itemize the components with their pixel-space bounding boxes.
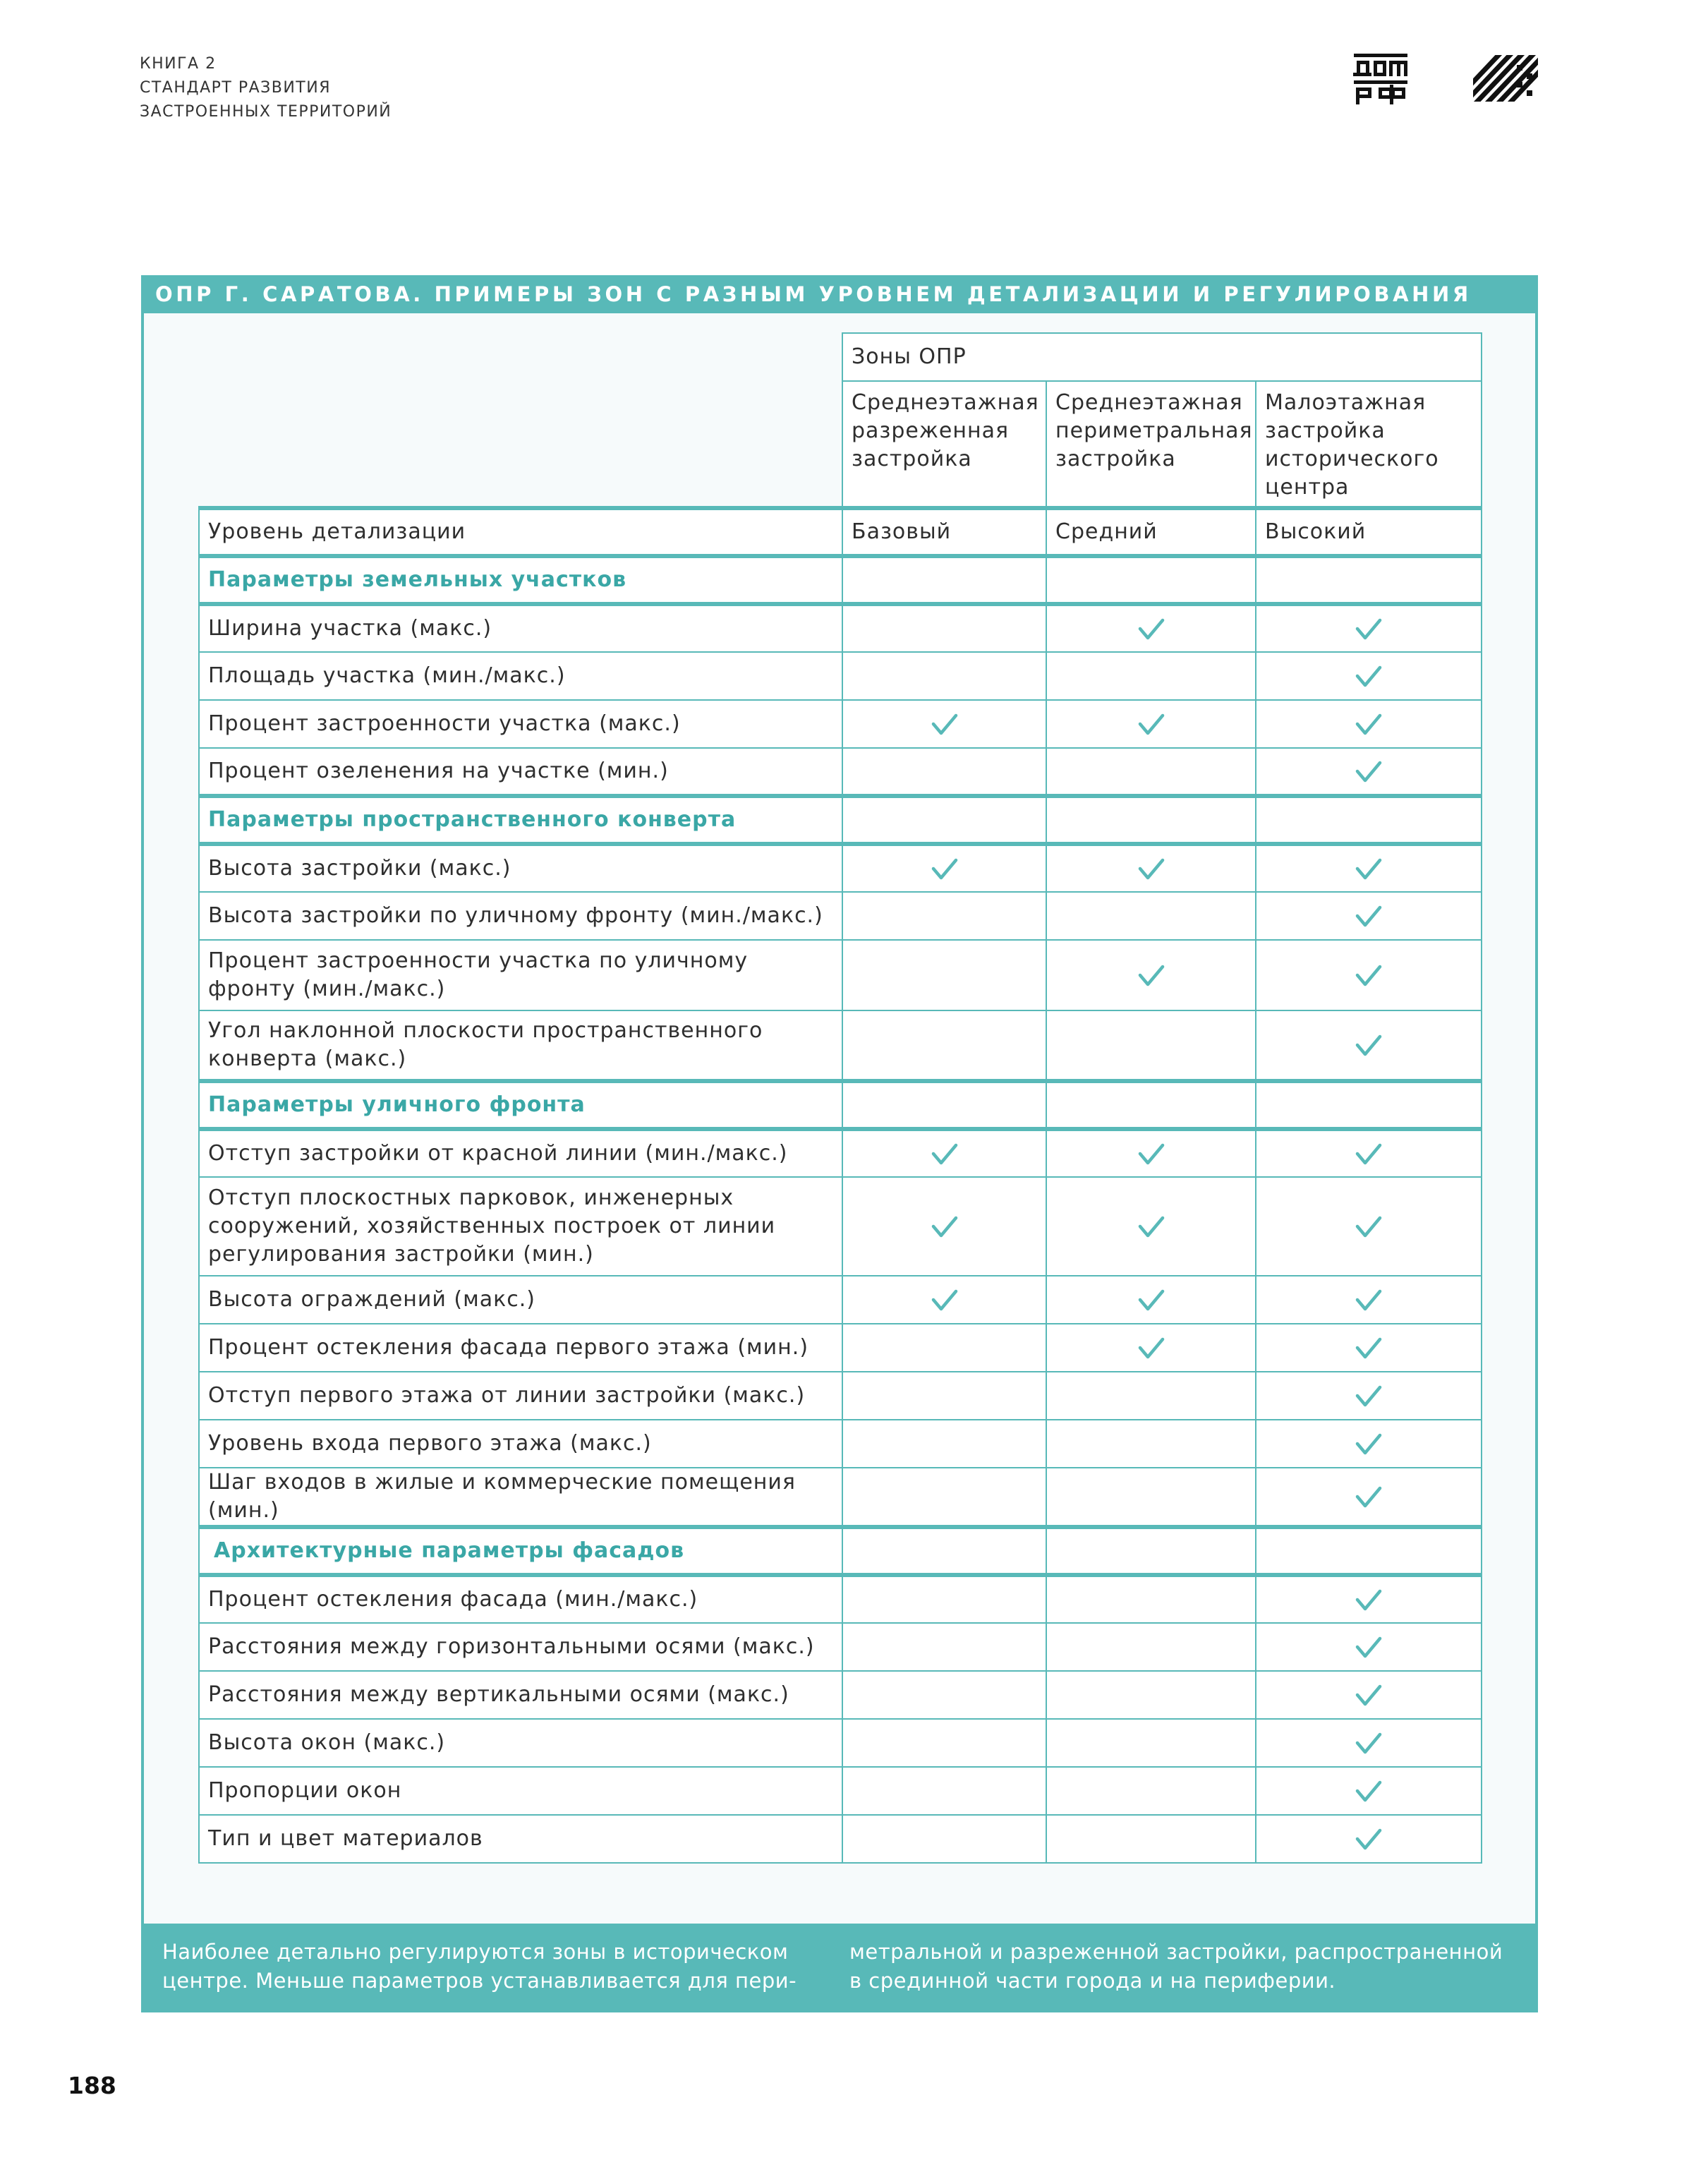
checkmark-icon xyxy=(1355,1634,1382,1659)
checkmark-icon xyxy=(1138,711,1165,736)
table-row xyxy=(199,1623,1482,1671)
table-row xyxy=(199,1468,1482,1527)
checkmark-icon xyxy=(1355,759,1382,783)
checkmark-cell xyxy=(1256,1575,1482,1623)
detail-level-label: Уровень детализации xyxy=(199,508,842,556)
empty-cell xyxy=(842,1420,1046,1468)
detail-level-value: Высокий xyxy=(1256,508,1482,556)
empty-cell xyxy=(842,1010,1046,1081)
checkmark-icon xyxy=(1355,616,1382,641)
empty-cell xyxy=(1046,748,1256,796)
section-title: Параметры уличного фронта xyxy=(199,1081,842,1129)
footer-line: в срединной части города и на периферии. xyxy=(849,1969,1336,1993)
empty-cell xyxy=(1046,1420,1256,1468)
zone-name-line: застройка xyxy=(852,447,972,471)
checkmark-icon xyxy=(1355,1587,1382,1612)
empty-cell xyxy=(842,1719,1046,1767)
empty-cell xyxy=(1046,1671,1256,1719)
zone-name-line: застройка xyxy=(1265,418,1386,443)
footer-column-2 xyxy=(849,1938,1503,1996)
checkmark-cell xyxy=(1256,1468,1482,1527)
footer-line: метральной и разреженной застройки, распространенной xyxy=(849,1940,1503,1964)
checkmark-cell xyxy=(1256,604,1482,652)
section-row xyxy=(199,1081,1482,1129)
parameter-label-line: Процент застроенности участка по уличному xyxy=(208,948,749,973)
parameter-label-line: регулирования застройки (мин.) xyxy=(208,1242,594,1267)
checkmark-icon xyxy=(1355,1214,1382,1238)
checkmark-icon xyxy=(1355,711,1382,736)
empty-cell xyxy=(1046,1372,1256,1420)
empty-cell xyxy=(842,1527,1046,1575)
section-row xyxy=(199,1527,1482,1575)
checkmark-cell xyxy=(1046,940,1256,1010)
empty-cell xyxy=(842,556,1046,604)
checkmark-icon xyxy=(1355,1484,1382,1509)
checkmark-icon xyxy=(931,711,958,736)
parameter-label xyxy=(199,1372,842,1420)
checkmark-cell xyxy=(1046,1324,1256,1372)
parameter-label-line: Процент застроенности участка (макс.) xyxy=(208,711,681,736)
empty-cell xyxy=(1046,1623,1256,1671)
parameter-label-line: Отступ первого этажа от линии застройки (макс.) xyxy=(208,1383,806,1408)
checkmark-cell xyxy=(1046,1129,1256,1177)
parameter-label xyxy=(199,940,842,1010)
parameter-label-line: Шаг входов в жилые и коммерческие помещения (мин.) xyxy=(208,1470,796,1523)
checkmark-cell xyxy=(1046,700,1256,748)
footer-note xyxy=(141,1924,1538,2012)
checkmark-cell xyxy=(1256,1815,1482,1863)
checkmark-cell xyxy=(1256,1623,1482,1671)
checkmark-cell xyxy=(1256,1010,1482,1081)
checkmark-icon xyxy=(1138,1214,1165,1238)
parameter-label xyxy=(199,844,842,892)
zone-name-line: периметральная xyxy=(1055,418,1253,443)
checkmark-cell xyxy=(842,1276,1046,1324)
parameter-label-line: Ширина участка (макс.) xyxy=(208,616,492,641)
checkmark-icon xyxy=(1138,616,1165,641)
table-row xyxy=(199,604,1482,652)
parameter-label xyxy=(199,1767,842,1815)
empty-cell xyxy=(842,1468,1046,1527)
table-row xyxy=(199,1324,1482,1372)
parameter-label xyxy=(199,1177,842,1276)
checkmark-cell xyxy=(1256,1129,1482,1177)
zone-name-line: исторического xyxy=(1265,447,1439,471)
checkmark-cell xyxy=(1256,1719,1482,1767)
regulation-table xyxy=(198,332,1482,1864)
empty-cell xyxy=(1046,1468,1256,1527)
zone-name-line: застройка xyxy=(1055,447,1176,471)
empty-cell xyxy=(842,1623,1046,1671)
table-row xyxy=(199,1671,1482,1719)
empty-cell xyxy=(842,1575,1046,1623)
checkmark-cell xyxy=(1256,1767,1482,1815)
empty-cell xyxy=(1046,556,1256,604)
checkmark-cell xyxy=(1256,844,1482,892)
checkmark-icon xyxy=(1355,962,1382,987)
empty-cell xyxy=(842,652,1046,700)
empty-cell xyxy=(842,1815,1046,1863)
checkmark-icon xyxy=(1355,663,1382,688)
checkmark-cell xyxy=(1256,1324,1482,1372)
table-row xyxy=(199,1010,1482,1081)
zone-name-line: Малоэтажная xyxy=(1265,390,1427,415)
empty-cell xyxy=(842,1372,1046,1420)
empty-cell xyxy=(842,1671,1046,1719)
checkmark-icon xyxy=(1138,1335,1165,1360)
table-row xyxy=(199,1129,1482,1177)
detail-level-value: Средний xyxy=(1046,508,1256,556)
parameter-label-line: Угол наклонной плоскости пространственного xyxy=(208,1018,763,1043)
corner-blank xyxy=(199,333,842,508)
checkmark-cell xyxy=(1256,1671,1482,1719)
empty-cell xyxy=(1046,652,1256,700)
book-header xyxy=(140,52,392,124)
section-row xyxy=(199,796,1482,844)
zone-name-line: Среднеэтажная xyxy=(852,390,1039,415)
parameter-label xyxy=(199,1129,842,1177)
empty-cell xyxy=(842,604,1046,652)
empty-cell xyxy=(1046,796,1256,844)
empty-cell xyxy=(842,1767,1046,1815)
section-title: Архитектурные параметры фасадов xyxy=(199,1527,842,1575)
checkmark-cell xyxy=(1256,1420,1482,1468)
table-row xyxy=(199,1420,1482,1468)
parameter-label xyxy=(199,1010,842,1081)
parameter-label-line: Отступ застройки от красной линии (мин./макс.) xyxy=(208,1141,788,1166)
parameter-label xyxy=(199,1324,842,1372)
checkmark-cell xyxy=(1046,604,1256,652)
checkmark-icon xyxy=(1355,1431,1382,1456)
checkmark-cell xyxy=(1256,700,1482,748)
table-row xyxy=(199,1276,1482,1324)
parameter-label-line: Уровень входа первого этажа (макс.) xyxy=(208,1431,652,1456)
empty-cell xyxy=(1256,556,1482,604)
parameter-label-line: фронту (мин./макс.) xyxy=(208,977,446,1001)
parameter-label-line: Высота ограждений (макс.) xyxy=(208,1287,535,1312)
zone-name xyxy=(1046,381,1256,508)
empty-cell xyxy=(1046,1719,1256,1767)
checkmark-cell xyxy=(1256,1177,1482,1276)
checkmark-cell xyxy=(1256,940,1482,1010)
checkmark-cell xyxy=(1046,1276,1256,1324)
zones-header-row xyxy=(199,333,1482,381)
table-row xyxy=(199,892,1482,940)
checkmark-cell xyxy=(1256,748,1482,796)
table-row xyxy=(199,652,1482,700)
table-row xyxy=(199,1575,1482,1623)
table-row xyxy=(199,1815,1482,1863)
parameter-label-line: конверта (макс.) xyxy=(208,1046,407,1071)
empty-cell xyxy=(1046,1575,1256,1623)
table-title: ОПР Г. САРАТОВА. ПРИМЕРЫ ЗОН С РАЗНЫМ УРОВНЕМ ДЕТАЛИЗАЦИИ И РЕГУЛИРОВАНИЯ xyxy=(155,282,1472,306)
empty-cell xyxy=(842,748,1046,796)
title-bar xyxy=(141,275,1538,313)
checkmark-icon xyxy=(1355,1383,1382,1408)
zone-name-line: центра xyxy=(1265,475,1350,500)
section-title: Параметры пространственного конверта xyxy=(199,796,842,844)
parameter-label-line: Расстояния между вертикальными осями (макс.) xyxy=(208,1682,789,1707)
footer-line: центре. Меньше параметров устанавливается для пери- xyxy=(162,1969,797,1993)
empty-cell xyxy=(1046,1815,1256,1863)
page-number: 188 xyxy=(68,2072,116,2099)
checkmark-icon xyxy=(1355,1682,1382,1707)
parameter-label xyxy=(199,700,842,748)
parameter-label xyxy=(199,748,842,796)
checkmark-icon xyxy=(1355,1032,1382,1057)
section-row xyxy=(199,556,1482,604)
parameter-label xyxy=(199,1468,842,1527)
empty-cell xyxy=(842,1324,1046,1372)
parameter-label xyxy=(199,652,842,700)
checkmark-cell xyxy=(1256,1276,1482,1324)
footer-line: Наиболее детально регулируются зоны в историческом xyxy=(162,1940,789,1964)
checkmark-cell xyxy=(842,844,1046,892)
table-row xyxy=(199,1177,1482,1276)
empty-cell xyxy=(1256,796,1482,844)
empty-cell xyxy=(1046,1010,1256,1081)
parameter-label-line: Тип и цвет материалов xyxy=(208,1826,483,1851)
header-line-2: СТАНДАРТ РАЗВИТИЯ xyxy=(140,79,331,97)
parameter-label xyxy=(199,892,842,940)
checkmark-cell xyxy=(1046,1177,1256,1276)
parameter-label xyxy=(199,1420,842,1468)
checkmark-icon xyxy=(1355,1730,1382,1755)
checkmark-icon xyxy=(1355,856,1382,881)
parameter-label xyxy=(199,1276,842,1324)
empty-cell xyxy=(842,796,1046,844)
parameter-label-line: Высота окон (макс.) xyxy=(208,1730,446,1755)
checkmark-cell xyxy=(1256,1372,1482,1420)
detail-level-row xyxy=(199,508,1482,556)
zone-name xyxy=(842,381,1046,508)
checkmark-icon xyxy=(1138,1141,1165,1166)
dom-rf-logo xyxy=(1353,54,1408,104)
parameter-label-line: Высота застройки по уличному фронту (мин./макс.) xyxy=(208,903,823,928)
checkmark-icon xyxy=(1355,1778,1382,1803)
checkmark-icon xyxy=(931,856,958,881)
empty-cell xyxy=(1046,1767,1256,1815)
table-row xyxy=(199,940,1482,1010)
empty-cell xyxy=(842,1081,1046,1129)
zone-name-line: разреженная xyxy=(852,418,1010,443)
zones-header: Зоны ОПР xyxy=(842,333,1482,381)
table-row xyxy=(199,1767,1482,1815)
checkmark-cell xyxy=(1046,844,1256,892)
zone-name-line: Среднеэтажная xyxy=(1055,390,1243,415)
parameter-label-line: Отступ плоскостных парковок, инженерных xyxy=(208,1185,734,1210)
empty-cell xyxy=(1256,1527,1482,1575)
parameter-label xyxy=(199,604,842,652)
parameter-label xyxy=(199,1623,842,1671)
checkmark-cell xyxy=(842,1129,1046,1177)
footer-column-1 xyxy=(162,1938,811,1996)
checkmark-icon xyxy=(1138,962,1165,987)
checkmark-cell xyxy=(1256,652,1482,700)
table-row xyxy=(199,844,1482,892)
diagonal-stripes-logo xyxy=(1473,55,1538,102)
parameter-label-line: Процент остекления фасада (мин./макс.) xyxy=(208,1587,698,1612)
checkmark-icon xyxy=(1355,1826,1382,1851)
checkmark-cell xyxy=(1256,892,1482,940)
checkmark-icon xyxy=(1355,1141,1382,1166)
parameter-label-line: сооружений, хозяйственных построек от линии xyxy=(208,1214,776,1238)
zone-name xyxy=(1256,381,1482,508)
empty-cell xyxy=(842,940,1046,1010)
empty-cell xyxy=(1046,1527,1256,1575)
parameter-label-line: Процент остекления фасада первого этажа (мин.) xyxy=(208,1335,809,1360)
header-line-3: ЗАСТРОЕННЫХ ТЕРРИТОРИЙ xyxy=(140,103,392,121)
table-row xyxy=(199,748,1482,796)
header-line-1: КНИГА 2 xyxy=(140,55,217,73)
checkmark-icon xyxy=(1138,856,1165,881)
table-row xyxy=(199,1372,1482,1420)
empty-cell xyxy=(842,892,1046,940)
parameter-label xyxy=(199,1575,842,1623)
checkmark-cell xyxy=(842,700,1046,748)
table-row xyxy=(199,1719,1482,1767)
empty-cell xyxy=(1046,892,1256,940)
table-row xyxy=(199,700,1482,748)
parameter-label xyxy=(199,1719,842,1767)
checkmark-icon xyxy=(931,1287,958,1312)
checkmark-icon xyxy=(1138,1287,1165,1312)
empty-cell xyxy=(1046,1081,1256,1129)
parameter-label xyxy=(199,1815,842,1863)
section-title: Параметры земельных участков xyxy=(199,556,842,604)
checkmark-icon xyxy=(1355,1287,1382,1312)
parameter-label-line: Высота застройки (макс.) xyxy=(208,856,511,881)
checkmark-icon xyxy=(1355,903,1382,928)
checkmark-icon xyxy=(931,1141,958,1166)
checkmark-icon xyxy=(931,1214,958,1238)
parameter-label xyxy=(199,1671,842,1719)
parameter-label-line: Расстояния между горизонтальными осями (макс.) xyxy=(208,1634,815,1659)
checkmark-icon xyxy=(1355,1335,1382,1360)
parameter-label-line: Процент озеленения на участке (мин.) xyxy=(208,759,669,783)
parameter-label-line: Площадь участка (мин./макс.) xyxy=(208,663,566,688)
detail-level-value: Базовый xyxy=(842,508,1046,556)
parameter-label-line: Пропорции окон xyxy=(208,1778,402,1803)
checkmark-cell xyxy=(842,1177,1046,1276)
empty-cell xyxy=(1256,1081,1482,1129)
